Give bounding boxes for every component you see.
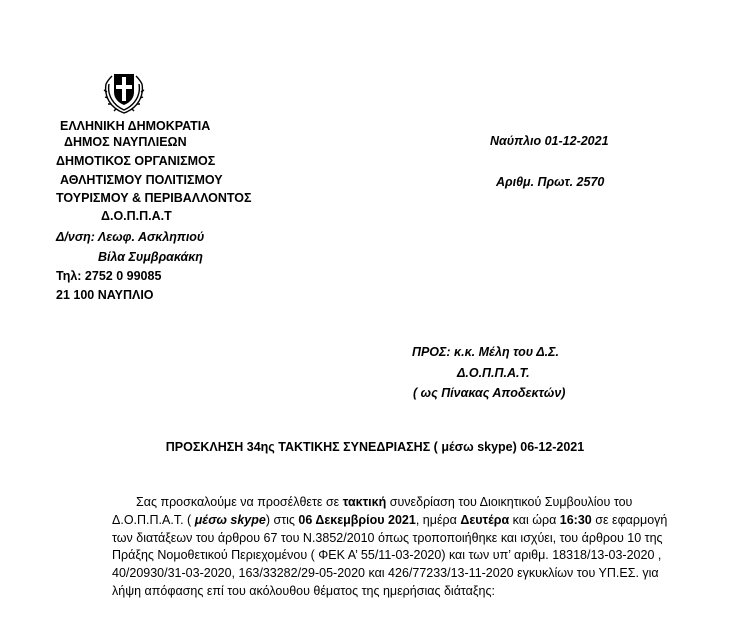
protocol-number: Αριθμ. Πρωτ. 2570	[496, 175, 605, 189]
body-line-5: 40/20930/31-03-2020, 163/33282/29-05-2020 και 426/77233/13-11-2020 εγκυκλίων του ΥΠ.ΕΣ. για	[112, 566, 659, 581]
organization-line-3: ΤΟΥΡΙΣΜΟΥ & ΠΕΡΙΒΑΛΛΟΝΤΟΣ	[56, 191, 252, 205]
recipient-to: ΠΡΟΣ: κ.κ. Μέλη του Δ.Σ.	[412, 345, 559, 359]
organization-line-2: ΑΘΛΗΤΙΣΜΟΥ ΠΟΛΙΤΙΣΜΟΥ	[60, 173, 223, 187]
place-and-date: Ναύπλιο 01-12-2021	[490, 134, 609, 148]
document-title: ΠΡΟΣΚΛΗΣΗ 34ης ΤΑΚΤΙΚΗΣ ΣΥΝΕΔΡΙΑΣΗΣ ( μέσω skype) 06-12-2021	[165, 440, 585, 454]
greek-coat-of-arms-icon	[98, 66, 150, 118]
organization-abbreviation: Δ.Ο.Π.Π.Α.Τ	[101, 209, 172, 223]
body-line-6: λήψη απόφασης επί του ακόλουθου θέματος της ημερήσιας διάταξης:	[112, 583, 495, 598]
recipient-organization: Δ.Ο.Π.Π.Α.Τ.	[457, 366, 530, 380]
address-street: Δ/νση: Λεωφ. Ασκληπιού	[56, 230, 205, 244]
body-line-4: Πράξης Νομοθετικού Περιεχομένου ( ΦΕΚ Α’ 55/11-03-2020) και των υπ’ αριθμ. 18318/13-03-2020 ,	[112, 548, 662, 563]
body-line-2: Δ.Ο.Π.Π.Α.Τ. ( μέσω skype) στις 06 Δεκεμβρίου 2021, ημέρα Δευτέρα και ώρα 16:30 σε εφαρμογή	[112, 512, 668, 527]
address-building: Βίλα Συμβρακάκη	[98, 250, 203, 264]
invitation-body	[112, 494, 668, 601]
republic-name: ΕΛΛΗΝΙΚΗ ΔΗΜΟΚΡΑΤΙΑ	[60, 119, 211, 133]
municipality-name: ΔΗΜΟΣ ΝΑΥΠΛΙΕΩΝ	[64, 135, 187, 149]
recipient-note: ( ως Πίνακας Αποδεκτών)	[413, 386, 566, 400]
body-line-1: Σας προσκαλούμε να προσέλθετε σε τακτική συνεδρίαση του Διοικητικού Συμβουλίου του	[136, 495, 633, 509]
body-line-3: των διατάξεων του άρθρου 67 του Ν.3852/2010 όπως τροποποιήθηκε και ισχύει, του άρθρου 10 της	[112, 530, 663, 545]
postal-address: 21 100 ΝΑΥΠΛΙΟ	[56, 288, 154, 302]
phone-number: Τηλ: 2752 0 99085	[56, 269, 162, 283]
organization-line-1: ΔΗΜΟΤΙΚΟΣ ΟΡΓΑΝΙΣΜΟΣ	[56, 154, 216, 168]
